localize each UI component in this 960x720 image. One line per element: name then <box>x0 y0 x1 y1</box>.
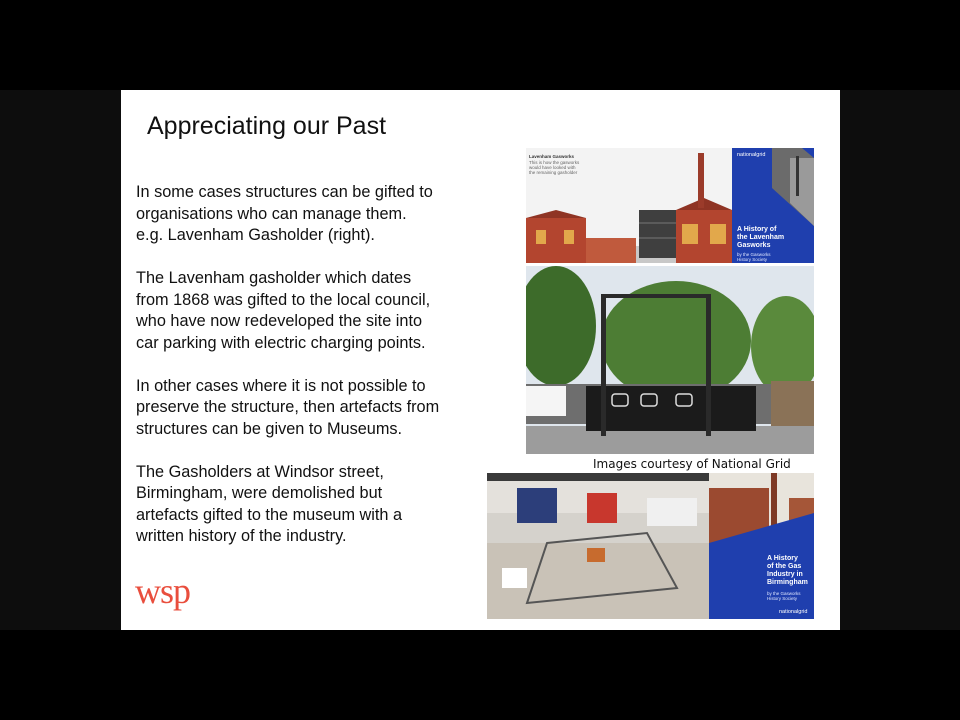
slide <box>121 90 840 630</box>
lavenham-cover-title: A History of the Lavenham Gasworks <box>737 226 785 249</box>
slide-title: Appreciating our Past <box>147 112 387 140</box>
gasworks-drawing-heading: Lavenham Gasworks <box>529 154 575 159</box>
museum-interior-photo <box>487 473 709 619</box>
gasworks-drawing-subtext: This is how the gasworks would have looked with the remaining gasholder <box>529 160 580 175</box>
gasworks-drawing-image <box>526 148 732 263</box>
birmingham-cover-brand: nationalgrid <box>779 609 808 615</box>
lavenham-book-cover <box>732 148 814 263</box>
wsp-logo: wsp <box>135 571 191 611</box>
birmingham-book-cover <box>709 473 814 619</box>
paragraph-gifting: In some cases structures can be gifted to organisations who can manage them. e.g. Lavenham Gasholder (right). <box>136 183 433 244</box>
lavenham-cover-brand: nationalgrid <box>737 152 766 158</box>
birmingham-cover-title: A History of the Gas Industry in Birmingham <box>767 555 808 586</box>
museum-interior-svg <box>487 473 709 619</box>
gasholder-photo <box>526 266 814 454</box>
gasholder-photo-svg <box>526 266 814 454</box>
image-caption: Images courtesy of National Grid <box>593 457 791 471</box>
lavenham-cover-subtitle: by the Gasworks History Society <box>737 252 771 262</box>
paragraph-artefacts: In other cases where it is not possible to preserve the structure, then artefacts from structures can be given to Museums. <box>136 376 440 438</box>
paragraph-lavenham: The Lavenham gasholder which dates from 1868 was gifted to the local council, who have now redeveloped the site into car parking with electric charging points. <box>136 269 431 352</box>
slide-body <box>136 182 481 569</box>
birmingham-cover-subtitle: by the Gasworks History Society <box>767 591 801 601</box>
paragraph-windsor-street: The Gasholders at Windsor street, Birmingham, were demolished but artefacts gifted to the museum with a written history of the industry. <box>136 462 403 545</box>
